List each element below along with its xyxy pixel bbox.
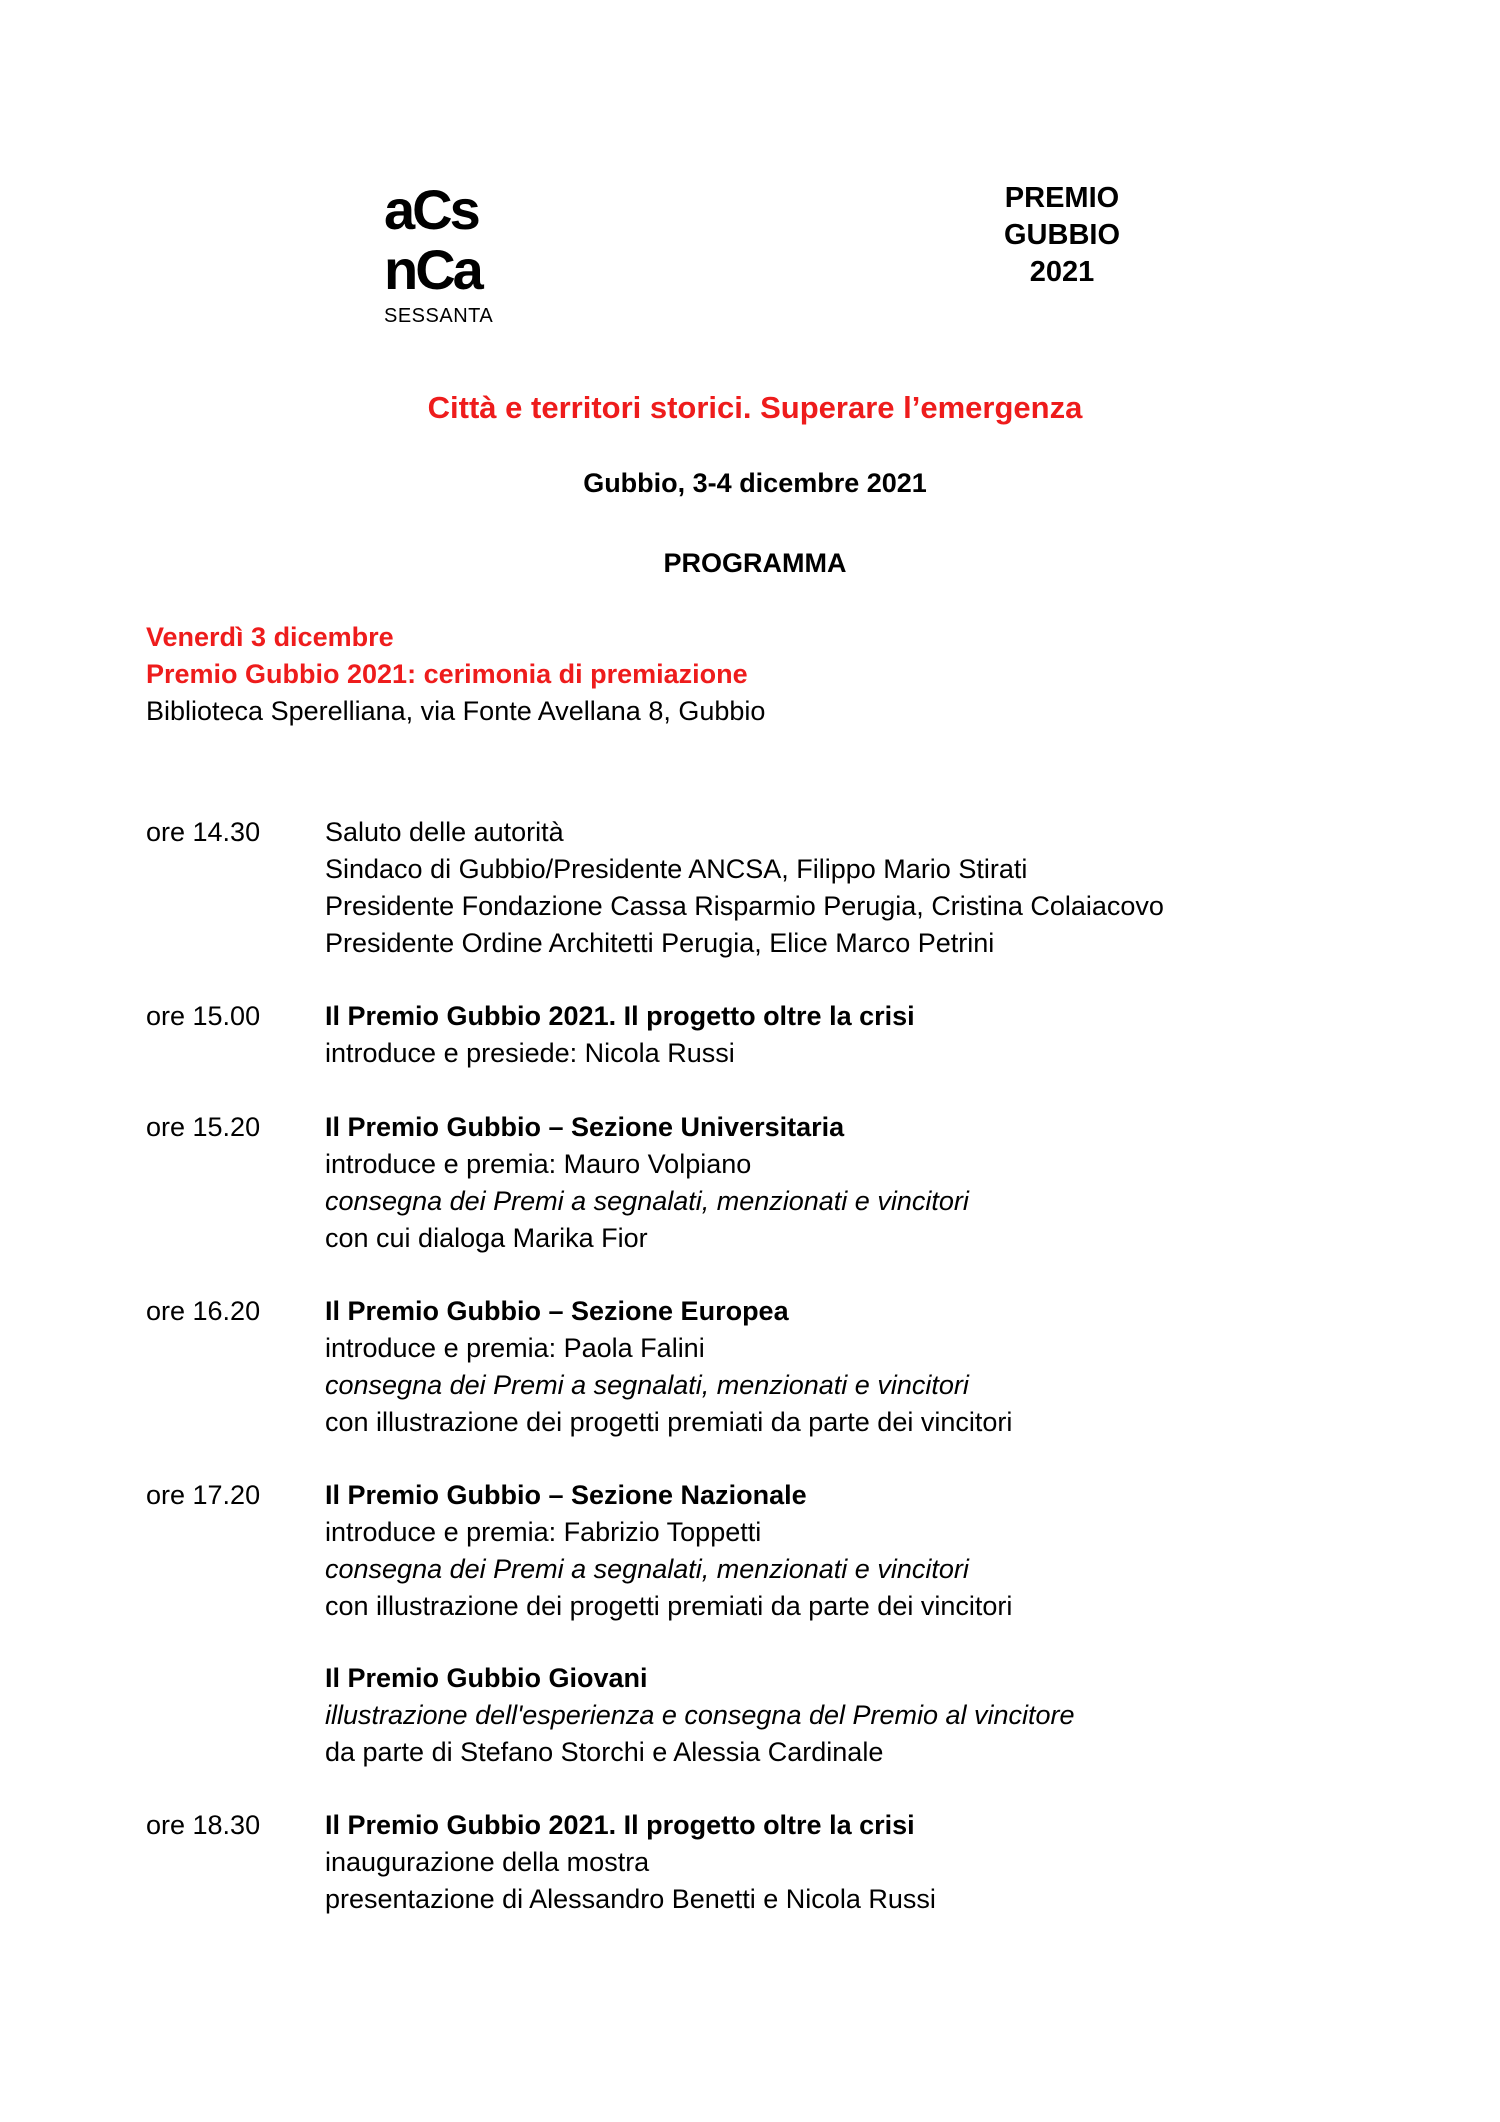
premio-line: PREMIO — [1004, 182, 1120, 214]
programma-heading: PROGRAMMA — [663, 548, 847, 578]
schedule-content — [325, 1807, 936, 1918]
schedule-detail: da parte di Stefano Storchi e Alessia Cardinale — [325, 1737, 884, 1767]
schedule-detail: introduce e presiede: Nicola Russi — [325, 1038, 735, 1068]
day-intro — [146, 619, 765, 730]
schedule-session-title: Il Premio Gubbio 2021. Il progetto oltre la crisi — [325, 1001, 915, 1031]
logo-subtitle: SESSANTA — [384, 305, 494, 327]
ancsa-sessanta-logo — [384, 180, 534, 328]
day-venue: Biblioteca Sperelliana, via Fonte Avellana 8, Gubbio — [146, 696, 766, 726]
schedule-detail: con illustrazione dei progetti premiati da parte dei vincitori — [325, 1591, 1013, 1621]
schedule-detail: con illustrazione dei progetti premiati da parte dei vincitori — [325, 1407, 1013, 1437]
schedule-detail: Presidente Fondazione Cassa Risparmio Perugia, Cristina Colaiacovo — [325, 891, 1164, 921]
schedule-detail: consegna dei Premi a segnalati, menzionati e vincitori — [325, 1186, 969, 1216]
schedule-time: ore 15.20 — [146, 1112, 261, 1142]
schedule-time: ore 16.20 — [146, 1296, 261, 1326]
schedule-detail: presentazione di Alessandro Benetti e Nicola Russi — [325, 1884, 936, 1914]
schedule-session-title: Il Premio Gubbio – Sezione Europea — [325, 1296, 789, 1326]
schedule-content — [325, 1293, 1012, 1441]
schedule-session-title: Il Premio Gubbio 2021. Il progetto oltre la crisi — [325, 1810, 915, 1840]
schedule-time: ore 18.30 — [146, 1810, 261, 1840]
day-event: Premio Gubbio 2021: cerimonia di premiazione — [146, 659, 748, 689]
schedule-detail: consegna dei Premi a segnalati, menzionati e vincitori — [325, 1554, 969, 1584]
schedule-session-title: Il Premio Gubbio Giovani — [325, 1663, 648, 1693]
schedule-detail: illustrazione dell'esperienza e consegna del Premio al vincitore — [325, 1700, 1075, 1730]
schedule-content — [325, 1477, 1012, 1625]
schedule-detail: Presidente Ordine Architetti Perugia, Elice Marco Petrini — [325, 928, 995, 958]
schedule-detail: inaugurazione della mostra — [325, 1847, 650, 1877]
schedule-detail: con cui dialoga Marika Fior — [325, 1223, 648, 1253]
schedule-session-title: Il Premio Gubbio – Sezione Nazionale — [325, 1480, 807, 1510]
day-date: Venerdì 3 dicembre — [146, 622, 394, 652]
schedule-content — [325, 814, 1164, 962]
schedule-time: ore 17.20 — [146, 1480, 261, 1510]
schedule-detail: Sindaco di Gubbio/Presidente ANCSA, Filippo Mario Stirati — [325, 854, 1028, 884]
schedule-detail: consegna dei Premi a segnalati, menzionati e vincitori — [325, 1370, 969, 1400]
premio-gubbio-heading — [962, 180, 1162, 291]
schedule-content — [325, 998, 915, 1072]
premio-line: 2021 — [1029, 256, 1095, 288]
schedule-time: ore 15.00 — [146, 1001, 261, 1031]
schedule-detail: Saluto delle autorità — [325, 817, 564, 847]
schedule-session-title: Il Premio Gubbio – Sezione Universitaria — [325, 1112, 845, 1142]
schedule-detail: introduce e premia: Mauro Volpiano — [325, 1149, 752, 1179]
document-title: Città e territori storici. Superare l’emergenza — [427, 390, 1083, 425]
schedule-time: ore 14.30 — [146, 817, 261, 847]
logo-line-1: aCs — [384, 178, 478, 241]
schedule-detail: introduce e premia: Fabrizio Toppetti — [325, 1517, 762, 1547]
schedule-content — [325, 1660, 1075, 1771]
premio-line: GUBBIO — [1004, 219, 1120, 251]
logo-line-2: nCa — [384, 238, 481, 301]
schedule-detail: introduce e premia: Paola Falini — [325, 1333, 705, 1363]
schedule-content — [325, 1109, 969, 1257]
place-date: Gubbio, 3-4 dicembre 2021 — [583, 468, 927, 498]
